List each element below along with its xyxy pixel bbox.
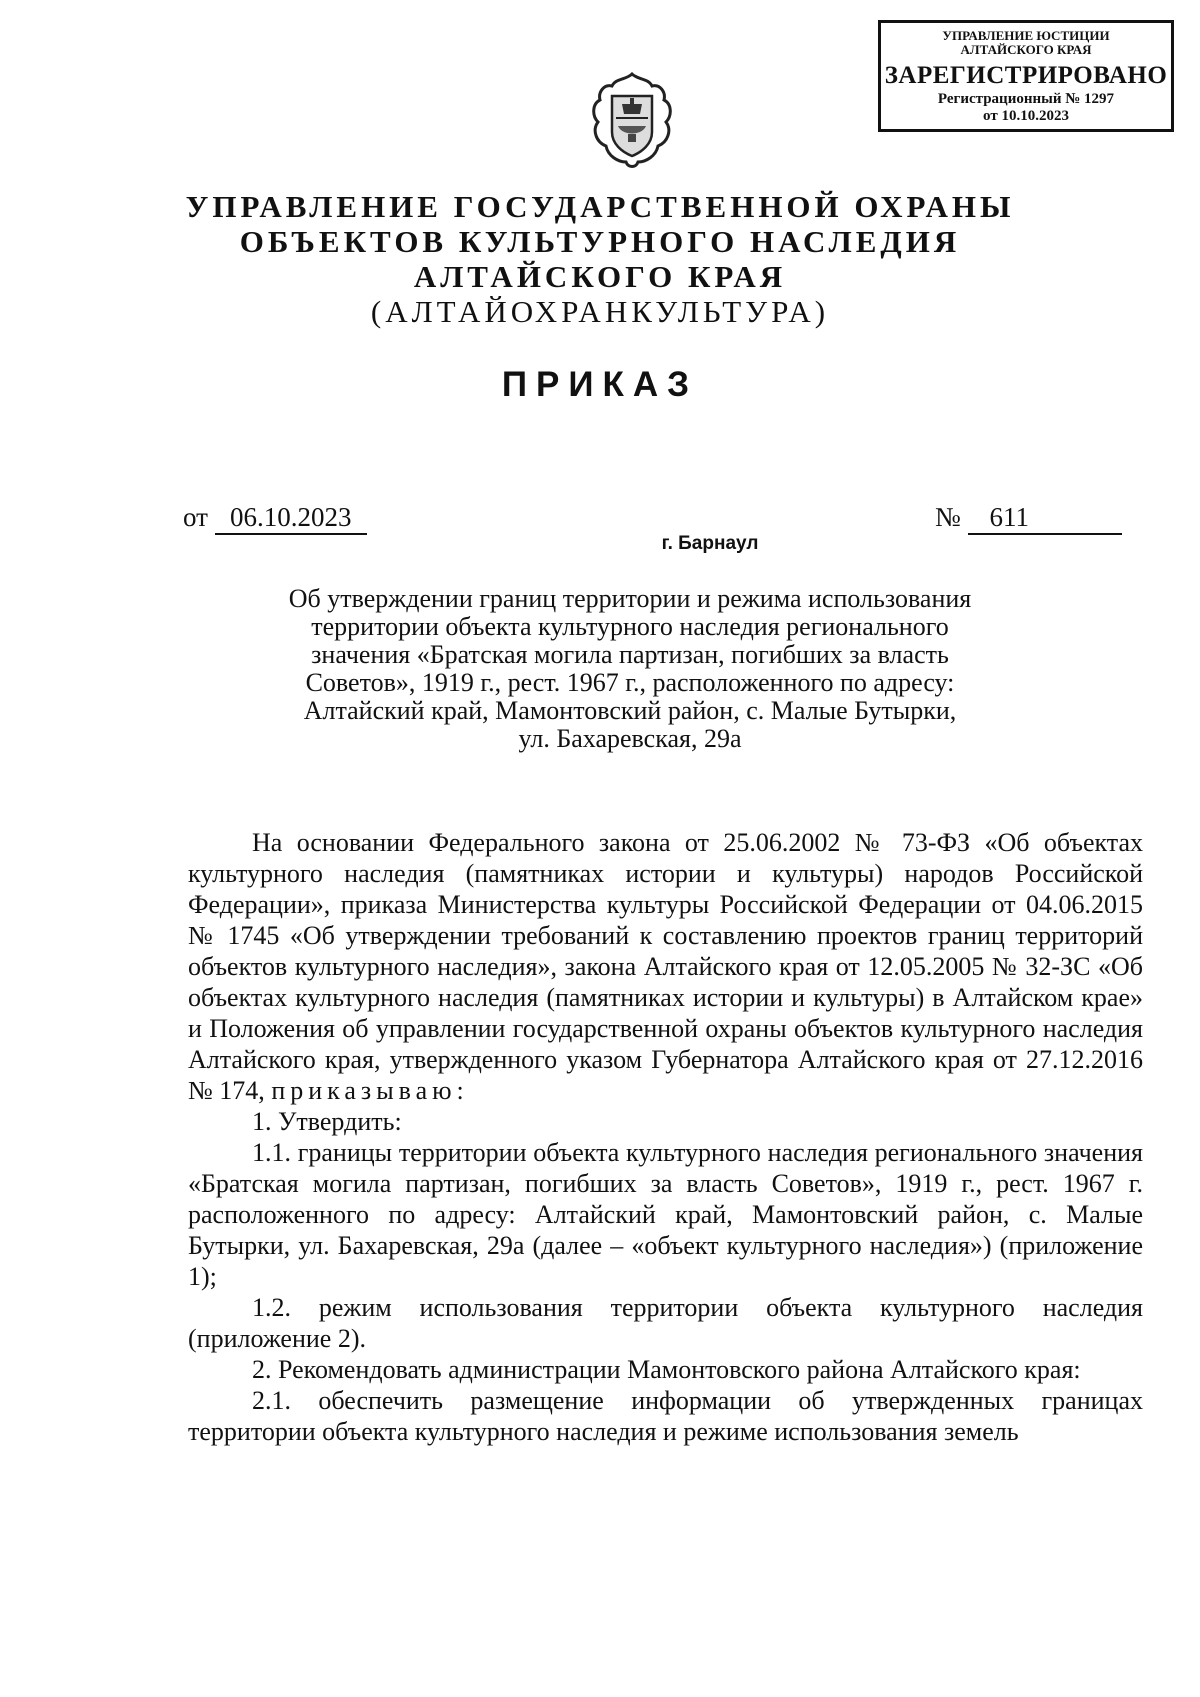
item-1-1: 1.1. границы территории объекта культурного наследия регионального значения «Братская могила партизан, погибших за власть Советов», 1919 г., рест. 1967 г. расположенного по адресу: Алтайский край, Мамонтовский район, с. Малые Бутырки, ул. Бахаревская, 29а (далее – «объект культурного наследия») (приложение 1); bbox=[188, 1138, 1143, 1291]
stamp-authority-line2: АЛТАЙСКОГО КРАЯ bbox=[960, 42, 1092, 57]
stamp-status: ЗАРЕГИСТРИРОВАНО bbox=[884, 62, 1168, 89]
city: г. Барнаул bbox=[661, 533, 759, 554]
item-1: 1. Утвердить: bbox=[252, 1107, 402, 1136]
item-1-2: 1.2. режим использования территории объекта культурного наследия (приложение 2). bbox=[188, 1293, 1143, 1353]
stamp-reg-number: Регистрационный № 1297 bbox=[937, 91, 1115, 107]
item-2: 2. Рекомендовать администрации Мамонтовского района Алтайского края: bbox=[252, 1355, 1081, 1384]
subject-line: территории объекта культурного наследия регионального bbox=[311, 612, 949, 641]
stamp-authority-line1: УПРАВЛЕНИЕ ЮСТИЦИИ bbox=[942, 28, 1110, 43]
stamp-reg-date: от 10.10.2023 bbox=[983, 108, 1069, 124]
subject-line: Советов», 1919 г., рест. 1967 г., расположенного по адресу: bbox=[305, 668, 955, 697]
subject-line: Об утверждении границ территории и режима использования bbox=[288, 584, 972, 613]
date-prefix: от bbox=[183, 502, 208, 532]
date-value: 06.10.2023 bbox=[215, 502, 367, 535]
subject-line: значения «Братская могила партизан, погибших за власть bbox=[311, 640, 949, 669]
item-2-1: 2.1. обеспечить размещение информации об утвержденных границах территории объекта культурного наследия и режиме использования земель bbox=[188, 1386, 1143, 1446]
order-subject bbox=[230, 585, 1030, 753]
document-title: ПРИКАЗ bbox=[501, 365, 699, 404]
subject-line: ул. Бахаревская, 29а bbox=[518, 724, 742, 753]
order-number bbox=[935, 502, 1122, 535]
org-name-line1: УПРАВЛЕНИЕ ГОСУДАРСТВЕННОЙ ОХРАНЫ bbox=[185, 189, 1015, 224]
order-date bbox=[183, 502, 367, 535]
org-name-line2: ОБЪЕКТОВ КУЛЬТУРНОГО НАСЛЕДИЯ bbox=[239, 224, 961, 259]
org-name-line3: АЛТАЙСКОГО КРАЯ bbox=[413, 259, 787, 294]
order-body bbox=[188, 827, 1143, 1447]
order-word: приказываю: bbox=[271, 1076, 469, 1105]
org-short-name: (АЛТАЙОХРАНКУЛЬТУРА) bbox=[370, 294, 830, 329]
number-value: 611 bbox=[968, 502, 1122, 535]
preamble-paragraph bbox=[188, 827, 1143, 1106]
coat-of-arms-emblem bbox=[586, 70, 678, 174]
registration-stamp bbox=[878, 20, 1174, 132]
subject-line: Алтайский край, Мамонтовский район, с. Малые Бутырки, bbox=[303, 696, 957, 725]
preamble-text: На основании Федерального закона от 25.06.2002 № 73-ФЗ «Об объектах культурного наследия (памятниках истории и культуры) народов Российской Федерации», приказа Министерства культуры Российской Федерации от 04.06.2015 № 1745 «Об утверждении требований к составлению проектов границ территорий объектов культурного наследия», закона Алтайского края от 12.05.2005 № 32-ЗС «Об объектах культурного наследия (памятниках истории и культуры) в Алтайском крае» и Положения об управлении государственной охраны объектов культурного наследия Алтайского края, утвержденного указом Губернатора Алтайского края от 27.12.2016 № 174, bbox=[188, 828, 1143, 1105]
number-prefix: № bbox=[935, 502, 961, 532]
